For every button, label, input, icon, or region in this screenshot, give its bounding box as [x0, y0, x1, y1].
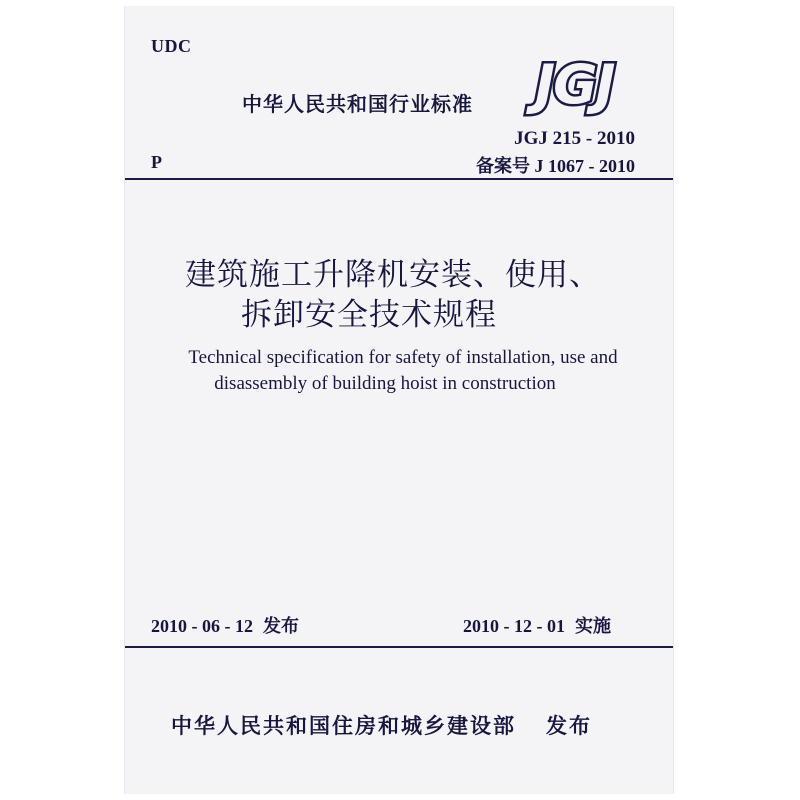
udc-label: UDC: [151, 36, 192, 56]
issuer-name: 中华人民共和国住房和城乡建设部: [171, 714, 516, 738]
standard-code: JGJ 215 - 2010: [514, 128, 635, 149]
filing-number: 备案号 J 1067 - 2010: [476, 156, 635, 176]
implementation-date: 2010 - 12 - 01: [463, 616, 565, 636]
category-label: P: [151, 152, 162, 172]
jgj-logo: JGJ: [535, 53, 614, 116]
implementation-date-block: [463, 612, 611, 638]
bottom-divider: [125, 646, 673, 648]
implementation-label: 实施: [575, 616, 611, 637]
top-divider: [125, 178, 673, 180]
issuer-label: 发布: [546, 714, 592, 738]
industry-standard-label: 中华人民共和国行业标准: [242, 92, 473, 116]
issue-date-block: [151, 612, 299, 638]
book-cover: [124, 6, 674, 794]
issue-label: 发布: [263, 616, 299, 637]
issue-date: 2010 - 06 - 12: [151, 616, 253, 636]
title-chinese-line-1: 建筑施工升降机安装、使用、: [185, 257, 601, 292]
title-english-line-2: disassembly of building hoist in construction: [214, 373, 556, 394]
title-english-line-1: Technical specification for safety of installation, use and: [188, 347, 618, 368]
title-chinese-line-2: 拆卸安全技术规程: [241, 297, 497, 332]
issuer-block: [171, 710, 592, 740]
